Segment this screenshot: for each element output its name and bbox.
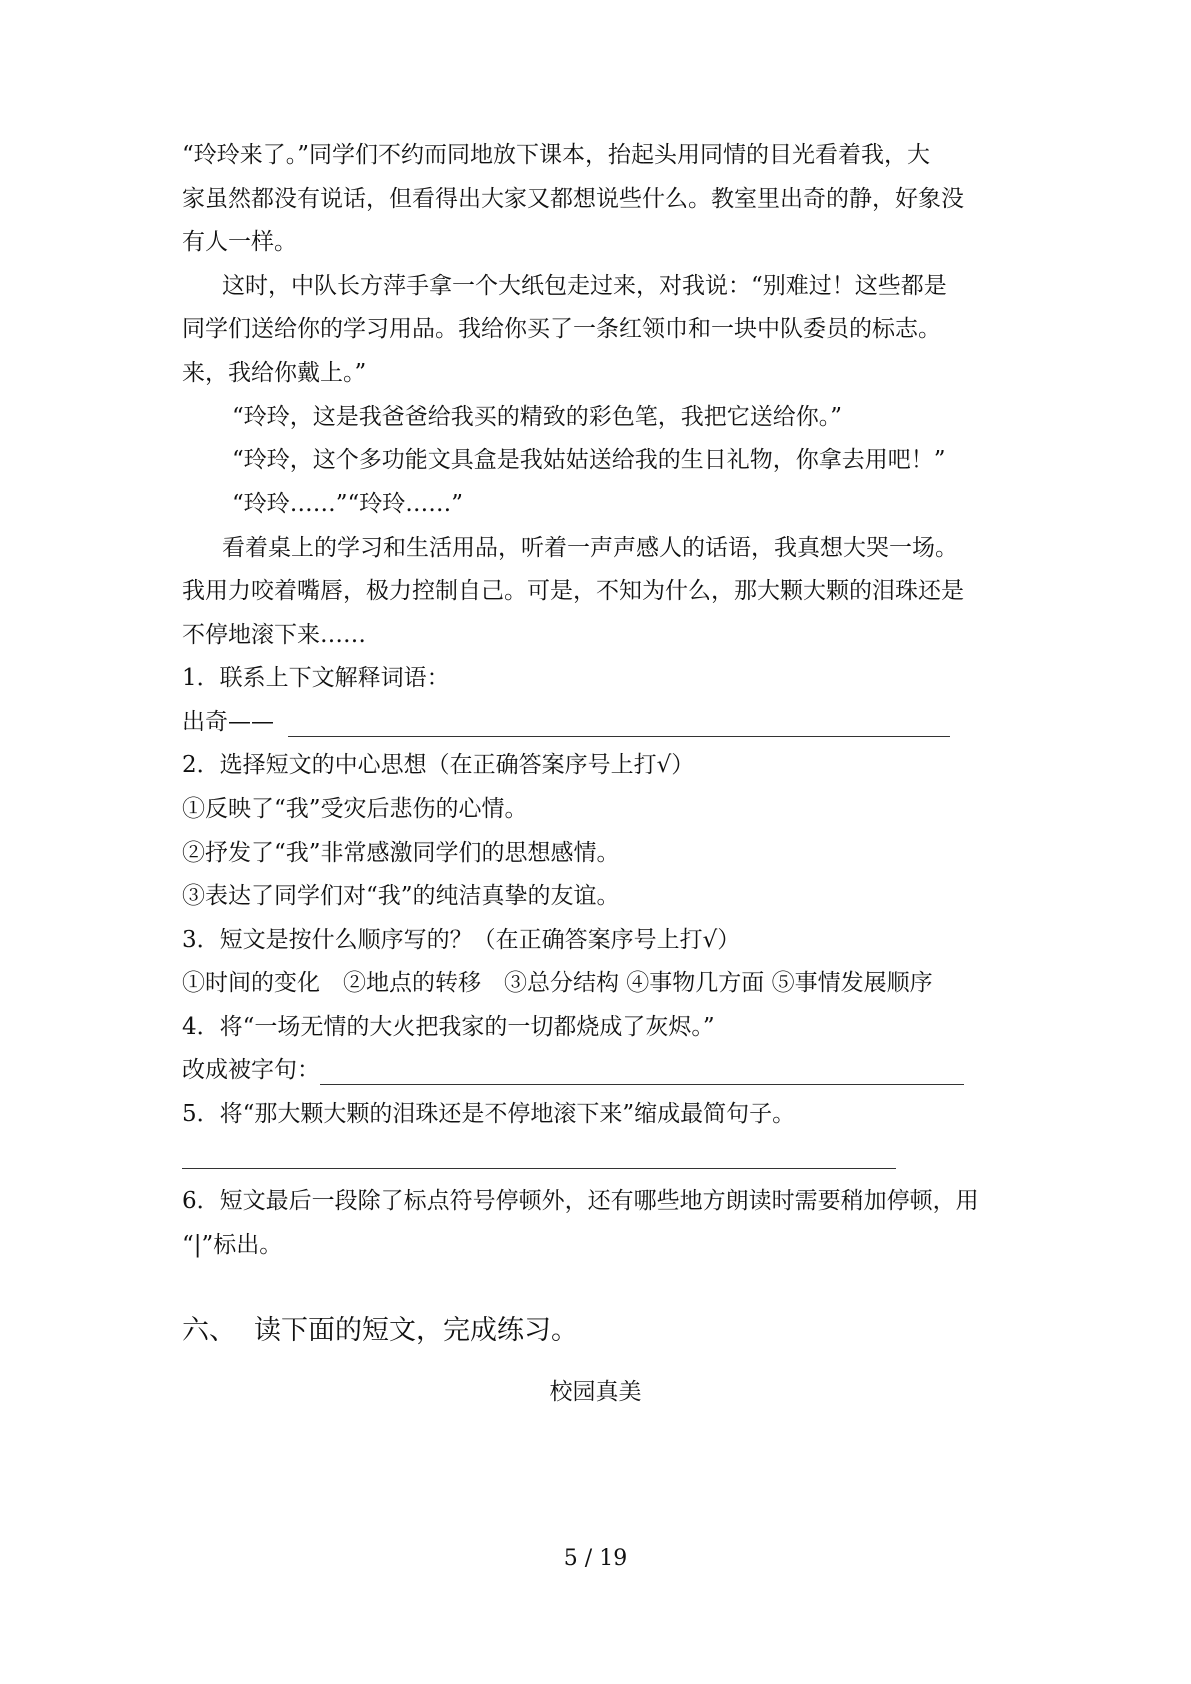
passage-line: 看着桌上的学习和生活用品，听着一声声感人的话语，我真想大哭一场。 <box>222 535 958 561</box>
passage-title: 校园真美 <box>549 1379 642 1405</box>
passage-line: 这时，中队长方萍手拿一个大纸包走过来，对我说：“别难过！这些都是 <box>222 273 947 299</box>
passage-line: 我用力咬着嘴唇，极力控制自己。可是，不知为什么，那大颗大颗的泪珠还是 <box>182 578 964 604</box>
passage-line: 家虽然都没有说话，但看得出大家又都想说些什么。教室里出奇的静，好象没 <box>182 186 964 212</box>
question-3-options[interactable]: ①时间的变化 ②地点的转移 ③总分结构 ④事物几方面 ⑤事情发展顺序 <box>182 970 933 996</box>
question-3: 3．短文是按什么顺序写的？（在正确答案序号上打√） <box>182 927 741 953</box>
answer-blank[interactable] <box>182 1168 896 1169</box>
answer-blank[interactable] <box>288 710 950 737</box>
section-number: 六、 <box>182 1315 236 1346</box>
question-4-answer-row <box>182 1055 1022 1085</box>
question-1: 1．联系上下文解释词语： <box>182 665 450 691</box>
question-6: “|”标出。 <box>182 1232 283 1258</box>
passage-quote: “玲玲，这是我爸爸给我买的精致的彩色笔，我把它送给你。” <box>232 404 843 430</box>
section-heading <box>182 1314 578 1348</box>
section-title: 读下面的短文，完成练习。 <box>254 1315 578 1346</box>
passage-line: 同学们送给你的学习用品。我给你买了一条红领巾和一块中队委员的标志。 <box>182 316 941 342</box>
question-2-option[interactable]: ③表达了同学们对“我”的纯洁真挚的友谊。 <box>182 883 620 909</box>
passage-line: “玲玲来了。”同学们不约而同地放下课本，抬起头用同情的目光看着我，大 <box>182 142 931 168</box>
question-4: 4．将“一场无情的大火把我家的一切都烧成了灰烬。” <box>182 1014 715 1040</box>
passage-line: 不停地滚下来…… <box>182 622 366 648</box>
passage-quote: “玲玲，这个多功能文具盒是我姑姑送给我的生日礼物，你拿去用吧！” <box>232 447 946 473</box>
question-2-option[interactable]: ①反映了“我”受灾后悲伤的心情。 <box>182 796 528 822</box>
question-1-answer-row <box>182 707 1022 737</box>
answer-blank[interactable] <box>320 1058 964 1085</box>
page-number: 5 / 19 <box>563 1546 628 1571</box>
question-5: 5．将“那大颗大颗的泪珠还是不停地滚下来”缩成最简句子。 <box>182 1101 796 1127</box>
passage-line: 来，我给你戴上。” <box>182 360 367 386</box>
passage-line: 有人一样。 <box>182 229 297 255</box>
question-4-prompt: 改成被字句： <box>182 1057 320 1083</box>
question-2-option[interactable]: ②抒发了“我”非常感激同学们的思想感情。 <box>182 840 620 866</box>
passage-quote: “玲玲……”“玲玲……” <box>232 491 464 517</box>
question-6: 6．短文最后一段除了标点符号停顿外，还有哪些地方朗读时需要稍加停顿，用 <box>182 1188 979 1214</box>
question-1-word: 出奇—— <box>182 709 274 735</box>
question-2: 2．选择短文的中心思想（在正确答案序号上打√） <box>182 752 695 778</box>
